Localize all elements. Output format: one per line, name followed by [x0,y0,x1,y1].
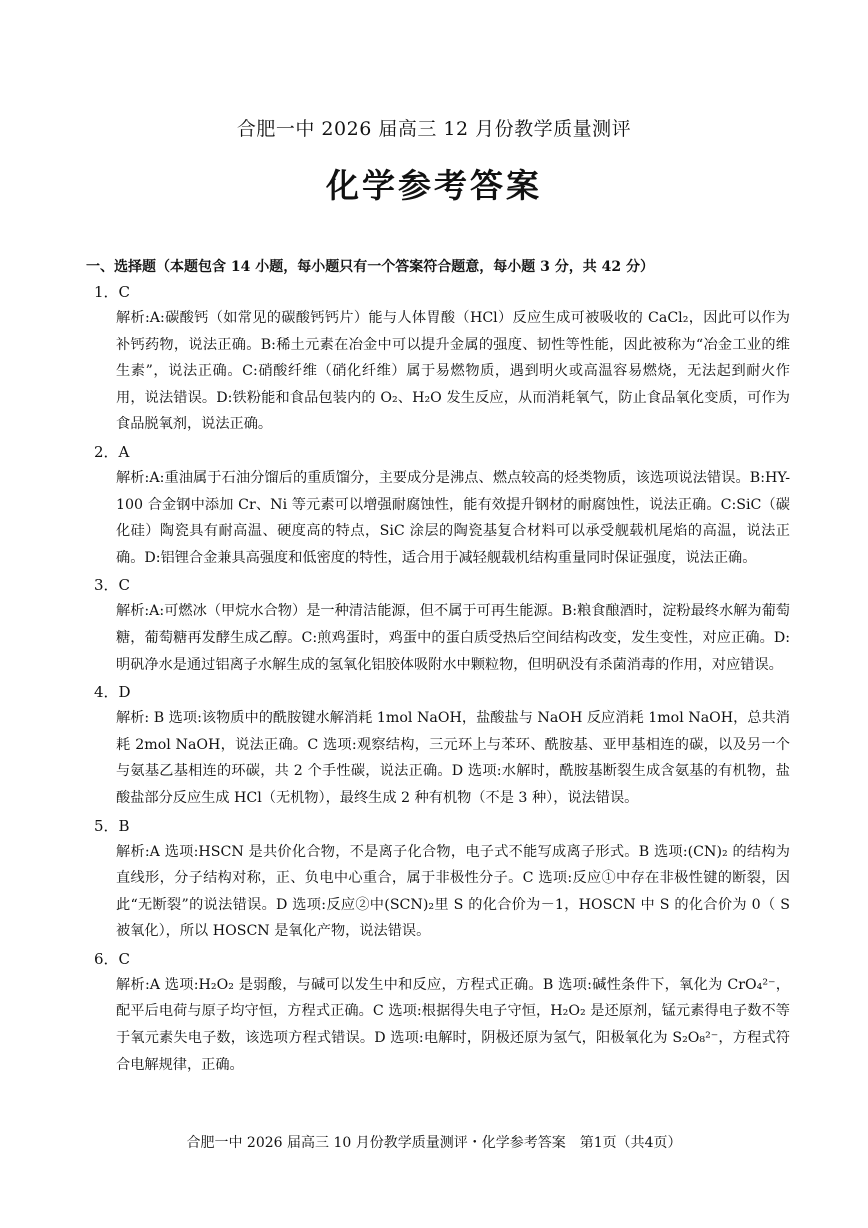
question-answer: 5．B [94,816,130,835]
question-item [0,679,868,811]
question-answer: 6．C [94,949,131,968]
question-explanation: 解析:A:碳酸钙（如常见的碳酸钙钙片）能与人体胃酸（HCl）反应生成可被吸收的 CaCl₂，因此可以作为补钙药物，说法正确。B:稀土元素在冶金中可以提升金属的强度、韧性等性能，因此被称为“冶金工业的维生素”，说法正确。C:硝酸纤维（硝化纤维）属于易燃物质，遇到明火或高温容易燃烧，无法起到耐火作用，说法错误。D:铁粉能和食品包装内的 O₂、H₂O 发生反应，从而消耗氧气，防止食品氧化变质，可作为食品脱氧剂，说法正确。 [116,310,790,433]
question-explanation: 解析:A 选项:H₂O₂ 是弱酸，与碱可以发生中和反应，方程式正确。B 选项:碱性条件下，氧化为 CrO₄²⁻，配平后电荷与原子均守恒，方程式正确。C 选项:根据得失电子守恒，H₂O₂ 是还原剂，锰元素得电子数不等于氧元素失电子数，该选项方程式错误。D 选项:电解时，阴极还原为氢气，阳极氧化为 S₂O₈²⁻，方程式符合电解规律，正确。 [116,976,790,1073]
question-explanation: 解析: B 选项:该物质中的酰胺键水解消耗 1mol NaOH，盐酸盐与 NaOH 反应消耗 1mol NaOH，总共消耗 2mol NaOH，说法正确。C 选项:观察结构，三元环上与苯环、酰胺基、亚甲基相连的碳，以及另一个与氨基乙基相连的环碳，共 2 个手性碳，说法正确。D 选项:水解时，酰胺基断裂生成含氨基的有机物，盐酸盐部分反应生成 HCl（无机物），最终生成 2 种有机物（不是 3 种），说法错误。 [116,710,790,806]
question-answer: 3．C [94,576,131,595]
question-list [0,279,868,1078]
question-item [0,439,868,571]
section-heading: 一、选择题（本题包含 14 小题，每小题只有一个答案符合题意，每小题 3 分，共 42 分） [86,259,654,275]
question-explanation: 解析:A:重油属于石油分馏后的重质馏分，主要成分是沸点、燃点较高的烃类物质，该选项说法错误。B:HY-100 合金钢中添加 Cr、Ni 等元素可以增强耐腐蚀性，能有效提升钢材的耐腐蚀性，说法正确。C:SiC（碳化硅）陶瓷具有耐高温、硬度高的特点，SiC 涂层的陶瓷基复合材料可以承受舰载机尾焰的高温，说法正确。D:铝锂合金兼具高强度和低密度的特性，适合用于减轻舰载机结构重量同时保证强度，说法正确。 [116,469,790,566]
question-explanation: 解析:A 选项:HSCN 是共价化合物，不是离子化合物，电子式不能写成离子形式。B 选项:(CN)₂ 的结构为直线形，分子结构对称，正、负电中心重合，属于非极性分子。C 选项:反应①中存在非极性键的断裂，因此“无断裂”的说法错误。D 选项:反应②中(SCN)₂里 S 的化合价为－1，HOSCN 中 S 的化合价为 0（ S 被氧化），所以 HOSCN 是氧化产物，说法错误。 [116,843,790,940]
answer-key-title: 化学参考答案 [326,166,542,205]
question-item [0,572,868,678]
question-answer: 1．C [94,283,131,301]
page-footer: 合肥一中 2026 届高三 10 月份教学质量测评・化学参考答案 第1页（共4页） [186,1135,682,1151]
question-item [0,279,868,438]
question-answer: 2．A [94,442,130,461]
question-item [0,946,868,1078]
question-explanation: 解析:A:可燃冰（甲烷水合物）是一种清洁能源，但不属于可再生能源。B:粮食酿酒时，淀粉最终水解为葡萄糖，葡萄糖再发酵生成乙醇。C:煎鸡蛋时，鸡蛋中的蛋白质受热后空间结构改变，发生变性，对应正确。D:明矾净水是通过铝离子水解生成的氢氧化铝胶体吸附水中颗粒物，但明矾没有杀菌消毒的作用，对应错误。 [116,603,790,673]
question-item [0,813,868,945]
exam-title: 合肥一中 2026 届高三 12 月份教学质量测评 [236,118,632,140]
question-answer: 4．D [94,683,131,702]
